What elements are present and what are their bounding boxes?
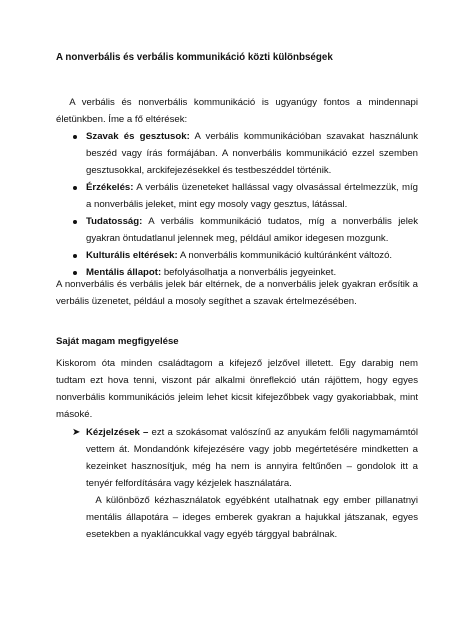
bullet-icon xyxy=(73,135,77,139)
list-item-keyword: Érzékelés: xyxy=(86,182,134,193)
list-item xyxy=(56,179,418,213)
document-title: A nonverbális és verbális kommunikáció közti különbségek xyxy=(56,52,333,63)
section-heading: Saját magam megfigyelése xyxy=(56,336,179,347)
intro-paragraph xyxy=(56,94,418,128)
list-item-keyword: Mentális állapot: xyxy=(86,267,162,278)
arrow-item-text: ezt a szokásomat valószínű az anyukám felőli nagymamámtól vettem át. Mondandónk kifejezésére vagy jobb megértetésére mindketten a kezeinket hasznosítjuk, még ha nem is annyira feltűnően – gondolok itt a tenyér felfordítására vagy kézjelek használatára. xyxy=(86,427,418,489)
arrow-item-keyword: Kézjelzések – xyxy=(86,427,149,438)
list-item-keyword: Tudatosság: xyxy=(86,216,143,227)
observation-paragraph: Kiskorom óta minden családtagom a kifejező jelzővel illetett. Egy darabig nem tudtam ezt hova tenni, viszont pár alkalmi önreflekció után rájöttem, hogy egyes nonverbális kommunikációs jeleim lehet kicsit kifejezőbbek vagy gyakoriabbak, mint másoké. xyxy=(56,358,418,420)
list-item-text: A nonverbális kommunikáció kultúránként változó. xyxy=(177,250,393,261)
arrow-item-continuation xyxy=(86,492,418,543)
arrow-item-text-2: A különböző kézhasználatok egyébként utalhatnak egy ember pillanatnyi mentális állapotára – ideges emberek gyakran a hajukkal játszanak, egyes esetekben a nyakláncukkal vagy egyéb tárggyal babrálnak. xyxy=(86,495,418,540)
intro-text: A verbális és nonverbális kommunikáció is ugyanúgy fontos a mindennapi életünkben. Íme a fő eltérések: xyxy=(56,97,418,125)
differences-list xyxy=(56,128,418,281)
summary-paragraph: A nonverbális és verbális jelek bár eltérnek, de a nonverbális jelek gyakran erősítik a verbális üzenetet, például a mosoly segíthet a szavak értelmezésében. xyxy=(56,279,418,307)
list-item-text: A verbális üzeneteket hallással vagy olvasással értelmezzük, míg a nonverbális jeleket, mint egy mosoly vagy gesztus, látással. xyxy=(86,182,418,210)
arrow-bullet-icon: ➤ xyxy=(72,427,81,438)
list-item-text: befolyásolhatja a nonverbális jegyeinket. xyxy=(161,267,337,278)
bullet-icon xyxy=(73,186,77,190)
list-item-keyword: Szavak és gesztusok: xyxy=(86,131,190,142)
arrow-list-item xyxy=(56,424,418,543)
bullet-icon xyxy=(73,220,77,224)
bullet-icon xyxy=(73,254,77,258)
list-item xyxy=(56,213,418,247)
list-item xyxy=(56,247,418,264)
list-item-keyword: Kulturális eltérések: xyxy=(86,250,178,261)
list-item xyxy=(56,128,418,179)
list-item-text: A verbális kommunikációban szavakat használunk beszéd vagy írás formájában. A nonverbális kommunikáció ezzel szemben gesztusokkal, arckifejezésekkel és testbeszéddel történik. xyxy=(86,131,418,176)
bullet-icon xyxy=(73,271,77,275)
list-item-text: A verbális kommunikáció tudatos, míg a nonverbális jelek gyakran öntudatlanul jelennek meg, például amikor idegesen mozgunk. xyxy=(86,216,418,244)
